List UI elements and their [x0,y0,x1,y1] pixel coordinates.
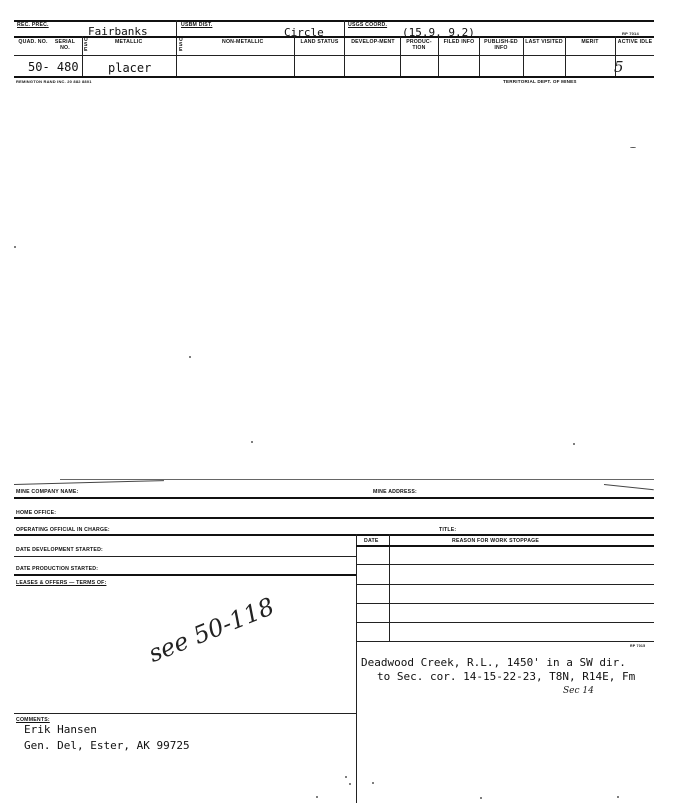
operating-official-label: OPERATING OFFICIAL IN CHARGE: [16,527,110,533]
divider [438,36,439,77]
quad-serial-value: 50- 480 [28,60,79,74]
table-row-line [356,603,654,604]
leases-label: LEASES & OFFERS — TERMS OF: [16,580,107,586]
table-row-line [356,641,654,642]
home-office-label: HOME OFFICE: [16,510,57,516]
divider [82,36,83,77]
mine-address-label: MINE ADDRESS: [373,489,417,495]
table-row-line [356,584,654,585]
stray-mark [189,356,191,358]
divider [400,36,401,77]
active-idle-value: 5 [614,58,624,76]
metallic-label: METALLIC [115,39,143,45]
divider [344,20,345,77]
row-border [14,574,356,576]
stray-mark [316,796,318,798]
stray-mark [345,776,347,778]
row-border [14,517,654,519]
date-col-divider [389,534,390,642]
reason-col-label: REASON FOR WORK STOPPAGE [452,538,540,544]
stray-mark [617,796,619,798]
handwritten-see-note: see 50-118 [144,592,279,668]
center-divider [356,534,357,803]
last-visited-label: LAST VISITED [525,39,563,45]
form-code: RP 7014 [622,31,639,36]
location-line-2: to Sec. cor. 14-15-22-23, T8N, R14E, Fm [377,670,636,683]
header-row-border [14,55,654,56]
rec-prec-value: Fairbanks [88,25,148,38]
serial-no-label: SERIAL NO. [54,39,76,51]
land-status-label: LAND STATUS [300,39,339,45]
comments-label: COMMENTS: [16,717,50,723]
use-letters-2: U S E [179,37,183,53]
filed-info-label: FILED INFO [443,39,475,45]
comments-border [14,713,356,714]
stray-mark [480,797,482,799]
table-row-line [356,564,654,565]
date-prod-label: DATE PRODUCTION STARTED: [16,566,99,572]
mine-company-label: MINE COMPANY NAME: [16,489,79,495]
form-code-2: RP 7015 [630,644,646,648]
active-idle-label: ACTIVE IDLE [617,39,653,45]
top-border [14,20,654,22]
stray-mark [630,147,636,148]
divider [565,36,566,77]
usbm-dist-label: USBM DIST. [181,22,213,28]
divider [176,20,177,77]
dept-line: TERRITORIAL DEPT. OF MINES [503,79,577,84]
usbm-dist-value: Circle [284,26,324,39]
stray-mark [14,246,16,248]
divider [294,36,295,77]
production-label: PRODUC-TION [406,39,432,51]
date-dev-label: DATE DEVELOPMENT STARTED: [16,547,103,553]
comment-line-1: Erik Hansen [24,723,97,736]
row1-border [14,36,654,38]
location-line-1: Deadwood Creek, R.L., 1450' in a SW dir. [361,656,626,669]
date-col-label: DATE [364,538,379,544]
development-label: DEVELOP-MENT [351,39,395,45]
card-edge [604,484,654,490]
printer-line: REMINGTON RAND INC. 20 882 8801 [16,79,92,84]
table-row-line [356,622,654,623]
quad-no-label: QUAD. NO. [18,39,48,45]
title-label: TITLE: [439,527,457,533]
divider [479,36,480,77]
use-letters: U S E [84,37,88,53]
non-metallic-label: NON-METALLIC [222,39,264,45]
usgs-coord-label: USGS COORD. [348,22,388,28]
card-edge [14,480,164,485]
row-border [14,556,356,557]
published-info-label: PUBLISH-ED INFO [484,39,518,51]
data-row-border [14,76,654,78]
merit-label: MERIT [581,39,599,45]
stray-mark [372,782,374,784]
handwritten-sec-note: Sec 14 [563,686,594,696]
usgs-coord-value: (15.9, 9.2) [402,26,475,39]
table-header-border [356,545,654,547]
row-border [14,534,654,536]
rec-prec-label: REC. PREC. [17,22,49,28]
divider [523,36,524,77]
row-border [14,497,654,499]
comment-line-2: Gen. Del, Ester, AK 99725 [24,739,190,752]
stray-mark [251,441,253,443]
metallic-value: placer [108,61,152,75]
stray-mark [349,783,351,785]
stray-mark [573,443,575,445]
